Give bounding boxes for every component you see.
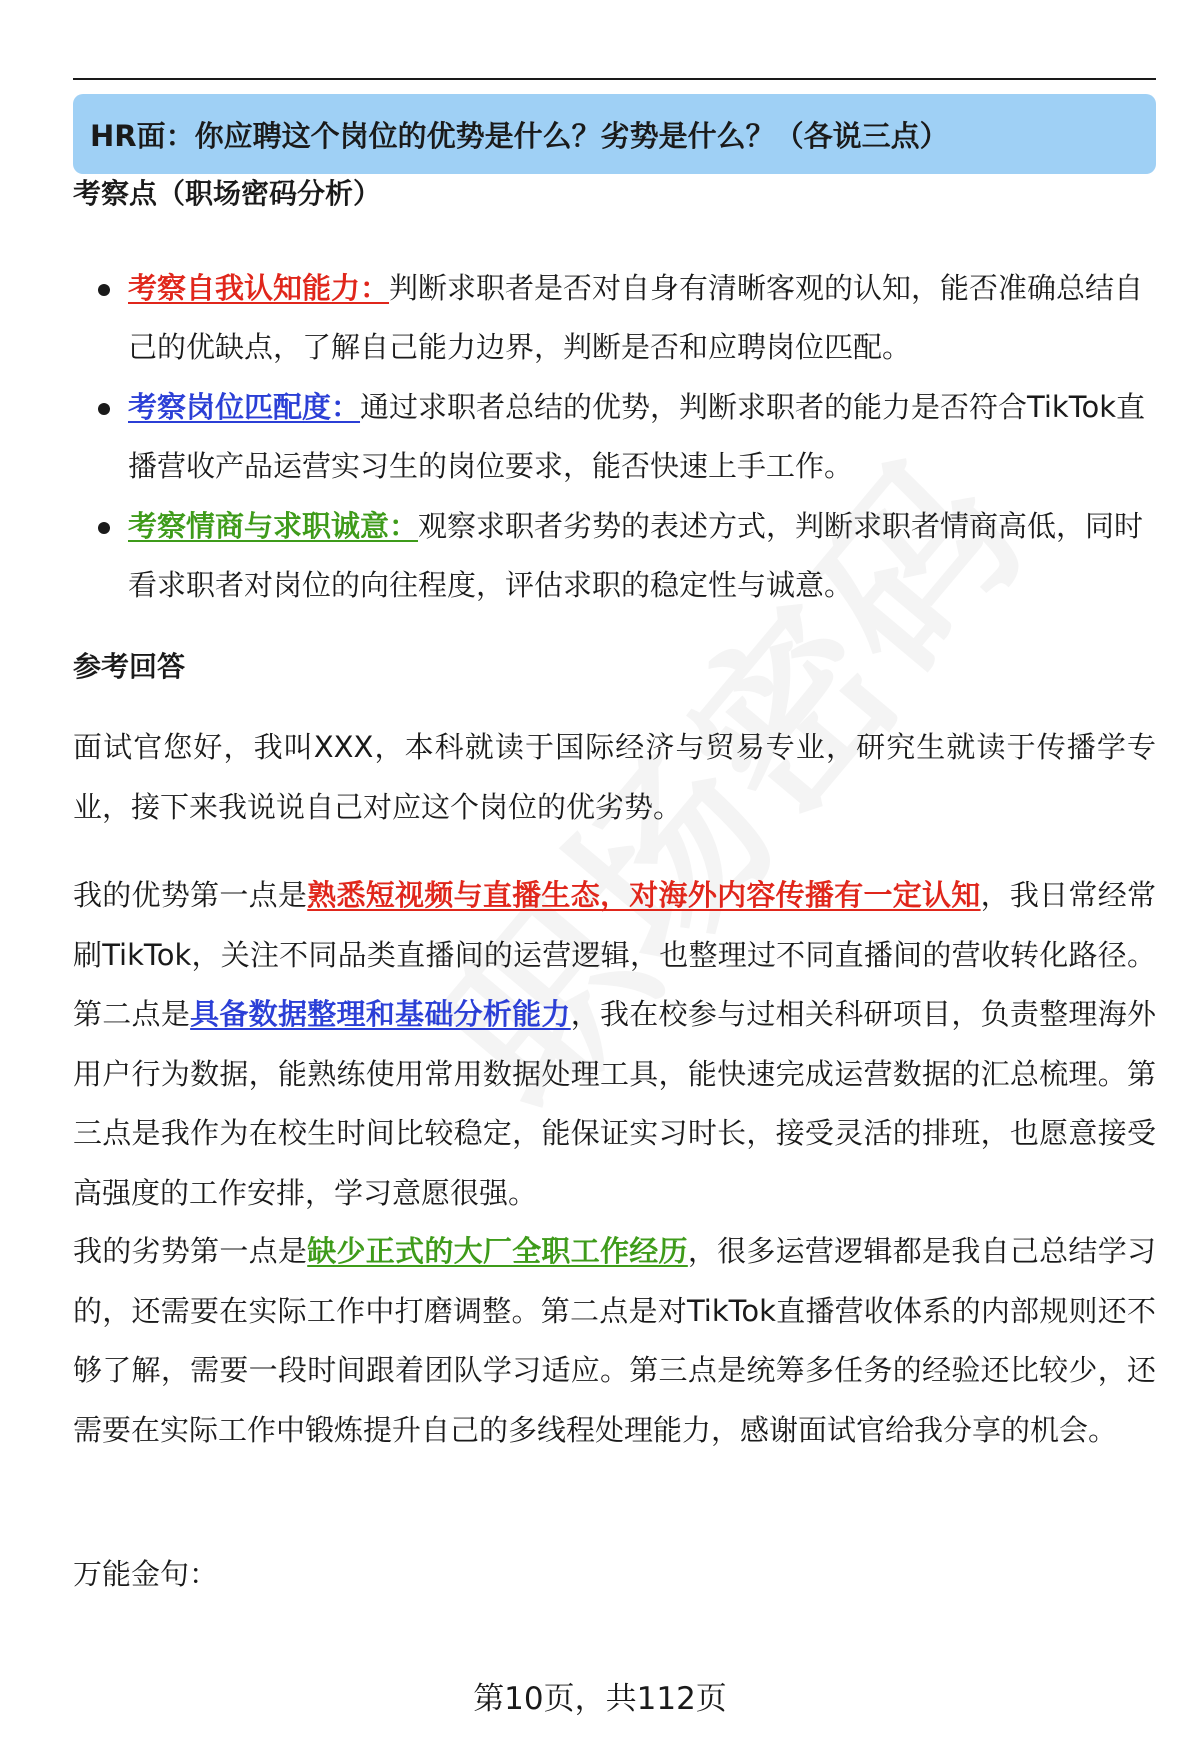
question-banner <box>73 94 1156 174</box>
bullet-dot-icon <box>98 284 110 296</box>
bullet-dot-icon <box>98 403 110 415</box>
weakness-highlight: 缺少正式的大厂全职工作经历 <box>307 1234 688 1268</box>
intro-paragraph: 面试官您好，我叫XXX，本科就读于国际经济与贸易专业，研究生就读于传播学专业，接下来我说说自己对应这个岗位的优劣势。 <box>73 730 1156 824</box>
section-title-answer: 参考回答 <box>73 650 186 683</box>
strengths-paragraph <box>73 866 1156 1223</box>
strength-highlight: 具备数据整理和基础分析能力 <box>190 997 571 1031</box>
strengths-text: ，我在校参与过相关科研项目，负责整理海外用户行为数据，能熟练使用常用数据处理工具，能快速完成运营数据的汇总梳理。第三点是我作为在校生时间比较稳定，能保证实习时长，接受灵活的排班，也愿意接受高强度的工作安排，学习意愿很强。 <box>73 997 1156 1210</box>
bullet-text: 观察求职者劣势的表述方式，判断求职者情商高低，同时看求职者对岗位的向往程度，评估求职的稳定性与诚意。 <box>128 509 1144 602</box>
page-number: 第10页，共112页 <box>473 1681 727 1717</box>
bullet-item <box>73 378 1156 496</box>
bullet-item <box>73 497 1156 615</box>
bullet-dot-icon <box>98 522 110 534</box>
bullet-label: 考察岗位匹配度： <box>128 390 361 424</box>
bullet-label: 考察情商与求职诚意： <box>128 509 419 543</box>
section-title-analysis: 考察点（职场密码分析） <box>73 177 382 210</box>
weaknesses-text: 我的劣势第一点是 <box>73 1234 308 1268</box>
strengths-text: ，我日常经常刷TikTok，关注不同品类直播间的运营逻辑，也整理过不同直播间的营收转化路径。第二点是 <box>73 878 1156 1031</box>
weaknesses-paragraph <box>73 1222 1156 1460</box>
top-divider <box>73 78 1156 80</box>
bullet-text: 通过求职者总结的优势，判断求职者的能力是否符合TikTok直播营收产品运营实习生的岗位要求，能否快速上手工作。 <box>128 390 1146 483</box>
strengths-text: 我的优势第一点是 <box>73 878 308 912</box>
golden-sentence-label: 万能金句： <box>73 1557 219 1591</box>
bullet-item <box>73 259 1156 377</box>
weaknesses-text: ，很多运营逻辑都是我自己总结学习的，还需要在实际工作中打磨调整。第二点是对TikTok直播营收体系的内部规则还不够了解，需要一段时间跟着团队学习适应。第三点是统筹多任务的经验还比较少，还需要在实际工作中锻炼提升自己的多线程处理能力，感谢面试官给我分享的机会。 <box>73 1234 1156 1447</box>
question-title: HR面：你应聘这个岗位的优势是什么？劣势是什么？（各说三点） <box>90 118 949 153</box>
analysis-bullet-list <box>73 259 1156 616</box>
bullet-text: 判断求职者是否对自身有清晰客观的认知，能否准确总结自己的优缺点，了解自己能力边界，判断是否和应聘岗位匹配。 <box>128 271 1144 364</box>
strength-highlight: 熟悉短视频与直播生态，对海外内容传播有一定认知 <box>307 878 981 912</box>
bullet-label: 考察自我认知能力： <box>128 271 390 305</box>
